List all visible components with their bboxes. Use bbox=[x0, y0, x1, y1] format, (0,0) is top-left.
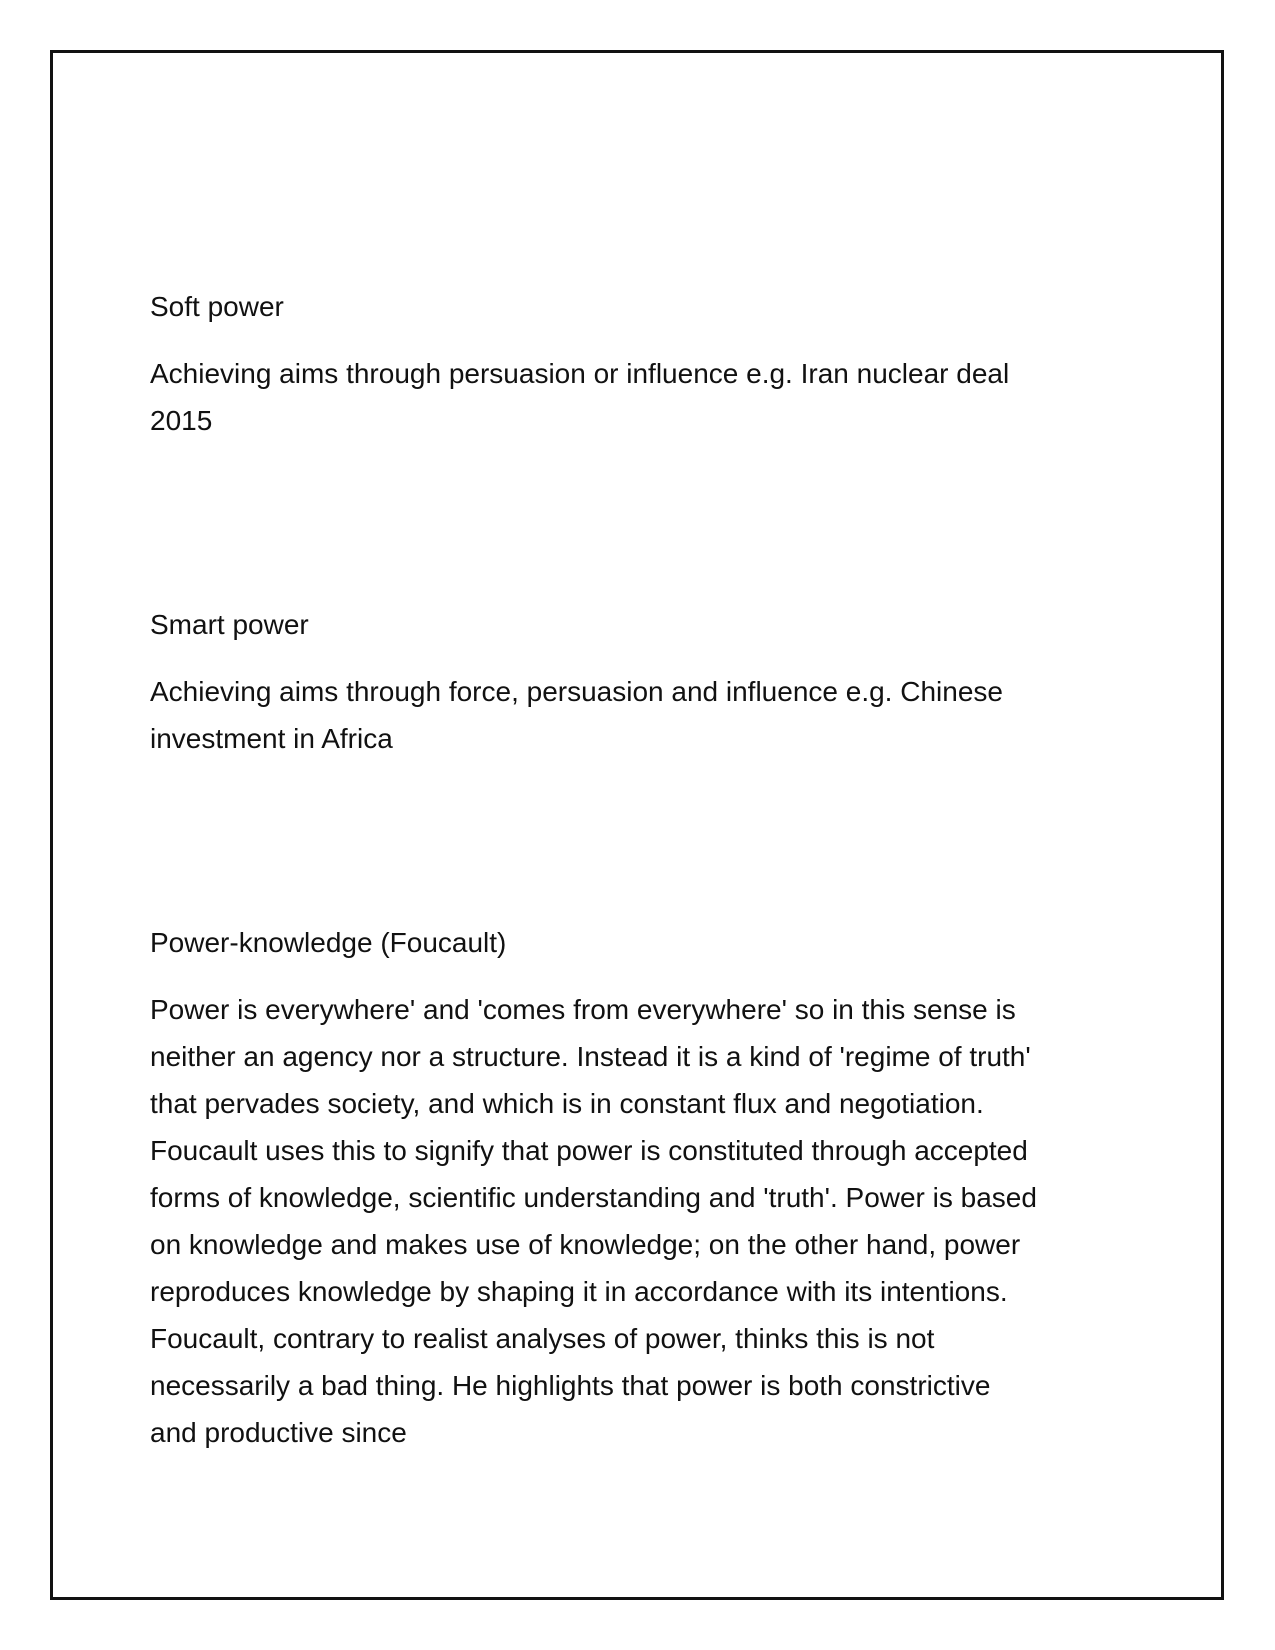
definition-line: 2015 bbox=[150, 405, 213, 436]
term-soft-power: Soft power bbox=[150, 291, 284, 322]
definition-line: Power is everywhere' and 'comes from everywhere' so in this sense is bbox=[150, 994, 1016, 1025]
definition-smart-power bbox=[150, 668, 1140, 762]
definition-line: Foucault, contrary to realist analyses of power, thinks this is not bbox=[150, 1323, 935, 1354]
definition-line: neither an agency nor a structure. Instead it is a kind of 'regime of truth' bbox=[150, 1041, 1031, 1072]
definition-line: Achieving aims through persuasion or influence e.g. Iran nuclear deal bbox=[150, 358, 1010, 389]
definition-line: Achieving aims through force, persuasion and influence e.g. Chinese bbox=[150, 676, 1003, 707]
definition-line: necessarily a bad thing. He highlights that power is both constrictive bbox=[150, 1370, 991, 1401]
definition-power-knowledge bbox=[150, 986, 1140, 1456]
definition-line: Foucault uses this to signify that power is constituted through accepted bbox=[150, 1135, 1028, 1166]
definition-line: and productive since bbox=[150, 1417, 407, 1448]
definition-soft-power bbox=[150, 350, 1140, 444]
definition-line: forms of knowledge, scientific understanding and 'truth'. Power is based bbox=[150, 1182, 1037, 1213]
definition-line: on knowledge and makes use of knowledge; on the other hand, power bbox=[150, 1229, 1021, 1260]
definition-line: reproduces knowledge by shaping it in accordance with its intentions. bbox=[150, 1276, 1008, 1307]
definition-line: that pervades society, and which is in constant flux and negotiation. bbox=[150, 1088, 984, 1119]
term-power-knowledge: Power-knowledge (Foucault) bbox=[150, 927, 507, 958]
definition-line: investment in Africa bbox=[150, 723, 393, 754]
term-smart-power: Smart power bbox=[150, 609, 309, 640]
